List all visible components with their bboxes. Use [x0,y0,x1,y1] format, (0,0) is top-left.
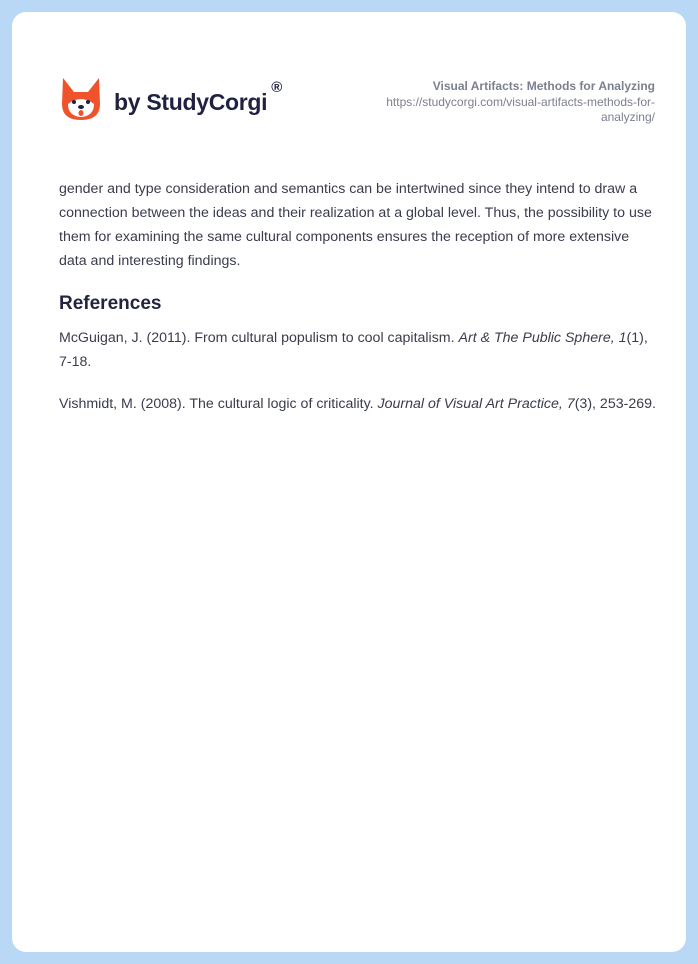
document-page [12,12,686,952]
brand-name: by StudyCorgi® [114,78,283,115]
studycorgi-logo[interactable] [60,76,282,122]
corgi-icon [60,76,102,122]
document-header [335,79,655,125]
reference-item: McGuigan, J. (2011). From cultural populism to cool capitalism. Art & The Public Sphere, 1(1), 7-18. [59,330,648,370]
references-heading: References [59,293,162,314]
reference-item: Vishmidt, M. (2008). The cultural logic of criticality. Journal of Visual Art Practice, 7(3), 253-269. [59,396,656,412]
document-url[interactable]: https://studycorgi.com/visual-artifacts-methods-for-analyzing/ [386,95,655,124]
document-body [59,177,659,434]
body-paragraph: gender and type consideration and semantics can be intertwined since they intend to draw a connection between the ideas and their realization at a global level. Thus, the possibility to use them for examining the same cultural components ensures the reception of more extensive data and interesting findings. [59,181,652,269]
document-title: Visual Artifacts: Methods for Analyzing [432,79,655,93]
